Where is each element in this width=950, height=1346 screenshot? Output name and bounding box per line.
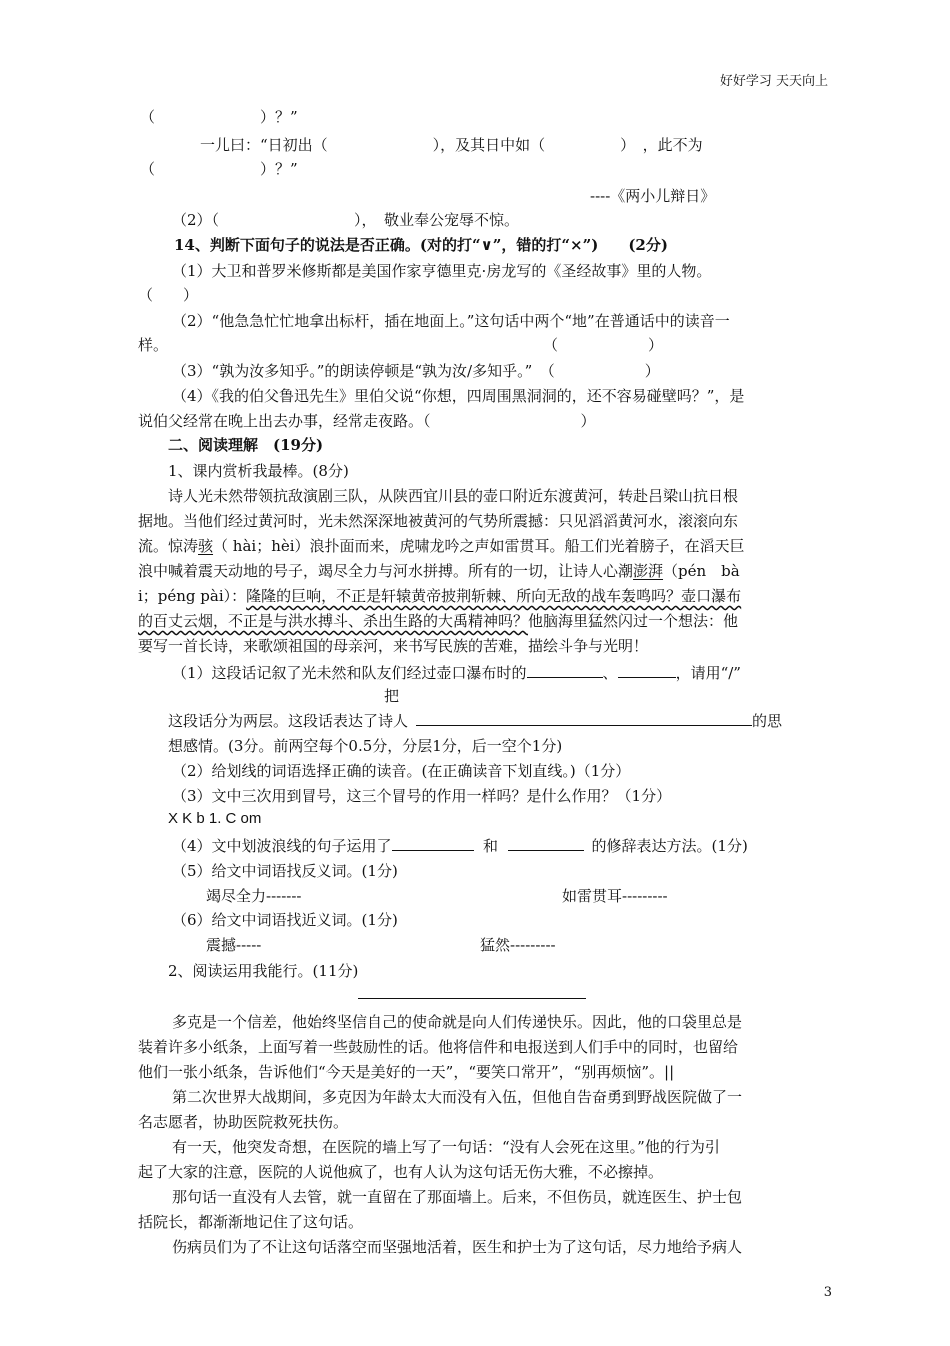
reading1-title: 1、课内赏析我最棒。(8分): [168, 462, 349, 480]
q4: （4）文中划波浪线的句子运用了 和 的修辞表达方法。(1分): [172, 837, 748, 855]
wavy-sentence-1: 隆隆的巨响，不正是轩辕黄帝披荆斩棘、所向无敌的战车轰鸣吗？壶口瀑布: [246, 587, 742, 605]
passage2-line6: 有一天，他突发奇想，在医院的墙上写了一句话：“没有人会死在这里。”他的行为引: [172, 1138, 720, 1156]
q6: （6）给文中词语找近义词。(1分): [172, 911, 398, 929]
q6-word2: 猛然---------: [480, 936, 556, 954]
reading2-title: 2、阅读运用我能行。(11分): [168, 962, 359, 980]
q14-item2: （2）“他急急忙忙地拿出标杆，插在地面上。”这句话中两个“地”在普通话中的读音一: [172, 312, 730, 330]
q14-item2-cont: 样。 （ ）: [138, 336, 664, 354]
passage1-line7: 要写一首长诗，来歌颂祖国的母亲河，来书写民族的苦难，描绘斗争与光明！: [138, 637, 649, 655]
passage1-line1: 诗人光未然带领抗敌演剧三队，从陕西宜川县的壶口附近东渡黄河，转赴吕梁山抗日根: [168, 487, 739, 505]
passage2-line7: 起了大家的注意，医院的人说他疯了，也有人认为这句话无伤大雅，不必擦掉。: [138, 1163, 664, 1181]
passage1-line2: 据地。当他们经过黄河时，光未然深深地被黄河的气势所震撼：只见滔滔黄河水，滚滚向东: [138, 512, 739, 530]
passage1-line5: i；péng pài）：隆隆的巨响，不正是轩辕黄帝披荆斩棘、所向无敌的战车轰鸣吗？壶口瀑布: [138, 587, 742, 605]
title-blank-line[interactable]: [358, 998, 586, 999]
underlined-word-pengpai: 澎湃: [633, 562, 664, 580]
passage1-line3: 流。惊涛骇（ hài；hèi）浪扑面而来，虎啸龙吟之声如雷贯耳。船工们光着膀子，在滔天巨: [138, 537, 745, 555]
q6-word1: 震撼-----: [206, 936, 262, 954]
q5: （5）给文中词语找反义词。(1分): [172, 862, 398, 880]
section2-title: 二、阅读理解 (19分): [168, 436, 324, 454]
passage2-line10: 伤病员们为了不让这句话落空而坚强地活着，医生和护士为了这句话，尽力地给予病人: [172, 1238, 743, 1256]
page-header: 好好学习 天天向上: [719, 74, 828, 89]
q1-line3: 想感情。(3分。前两空每个0.5分，分层1分，后一空个1分): [168, 737, 563, 755]
q1-blank-2[interactable]: [618, 663, 676, 678]
passage2-line9: 括院长，都渐渐地记住了这句话。: [138, 1213, 364, 1231]
q1-blank-3[interactable]: [416, 711, 752, 726]
q13-line3: （ ）？”: [140, 160, 298, 178]
q1-blank-1[interactable]: [527, 663, 603, 678]
passage1-line4: 浪中喊着震天动地的号子，竭尽全力与河水拼搏。所有的一切，让诗人心潮澎湃（pén bà: [138, 562, 740, 580]
passage2-line5: 名志愿者，协助医院救死扶伤。: [138, 1113, 349, 1131]
q13-line2: 一儿曰：“日初出（ ），及其日中如（ ） ，此不为: [200, 136, 703, 154]
q14-item4: （4）《我的伯父鲁迅先生》里伯父说“你想，四周围黑洞洞的，还不容易碰壁吗？”，是: [172, 387, 745, 405]
passage2-line3: 他们一张小纸条，告诉他们“今天是美好的一天”，“要笑口常开”，“别再烦恼”。||: [138, 1063, 675, 1081]
passage2-line1: 多克是一个信差，他始终坚信自己的使命就是向人们传递快乐。因此，他的口袋里总是: [172, 1013, 743, 1031]
passage2-line2: 装着许多小纸条，上面写着一些鼓励性的话。他将信件和电报送到人们手中的同时，也留给: [138, 1038, 739, 1056]
q4-blank-2[interactable]: [508, 836, 584, 851]
underlined-word-hai: 骇: [198, 537, 214, 555]
passage1-line6: 的百丈云烟，不正是与洪水搏斗、杀出生路的大禹精神吗？他脑海里猛然闪过一个想法：他: [138, 612, 739, 630]
page-number: 3: [823, 1285, 832, 1300]
q14-item1-paren: （ ）: [138, 286, 199, 304]
q13-line1: （ ）？”: [140, 108, 298, 126]
q1-line2: 这段话分为两层。这段话表达了诗人 的思: [168, 712, 783, 730]
watermark-text: X K b 1. C om: [168, 810, 262, 827]
wavy-sentence-2: 的百丈云烟，不正是与洪水搏斗、杀出生路的大禹精神吗？: [138, 612, 529, 630]
q2: （2）给划线的词语选择正确的读音。(在正确读音下划直线。)（1分）: [172, 762, 631, 780]
q1-line1: （1）这段话记叙了光未然和队友们经过壶口瀑布时的 、 ，请用“/”: [172, 664, 741, 682]
q13-item2: （2）（ ）， 敬业奉公宠辱不惊。: [172, 211, 520, 229]
q3: （3）文中三次用到冒号，这三个冒号的作用一样吗？是什么作用？（1分）: [172, 787, 672, 805]
q14-title: 14、判断下面句子的说法是否正确。(对的打“∨”，错的打“×”) (2分): [174, 236, 668, 254]
q14-item3: （3）“孰为汝多知乎。”的朗读停顿是“孰为汝/多知乎。” （ ）: [172, 362, 660, 380]
q1-ba: 把: [384, 687, 400, 705]
q5-word1: 竭尽全力-------: [206, 887, 302, 905]
q14-item4-cont: 说伯父经常在晚上出去办事，经常走夜路。（ ）: [138, 412, 596, 430]
passage2-line4: 第二次世界大战期间，多克因为年龄太大而没有入伍，但他自告奋勇到野战医院做了一: [172, 1088, 743, 1106]
q14-item1: （1）大卫和普罗米修斯都是美国作家亨德里克·房龙写的《圣经故事》里的人物。: [172, 262, 712, 280]
q4-blank-1[interactable]: [392, 836, 474, 851]
q5-word2: 如雷贯耳---------: [562, 887, 668, 905]
q13-source: ----《两小儿辩日》: [590, 187, 716, 205]
passage2-line8: 那句话一直没有人去管，就一直留在了那面墙上。后来，不但伤员，就连医生、护士包: [172, 1188, 743, 1206]
